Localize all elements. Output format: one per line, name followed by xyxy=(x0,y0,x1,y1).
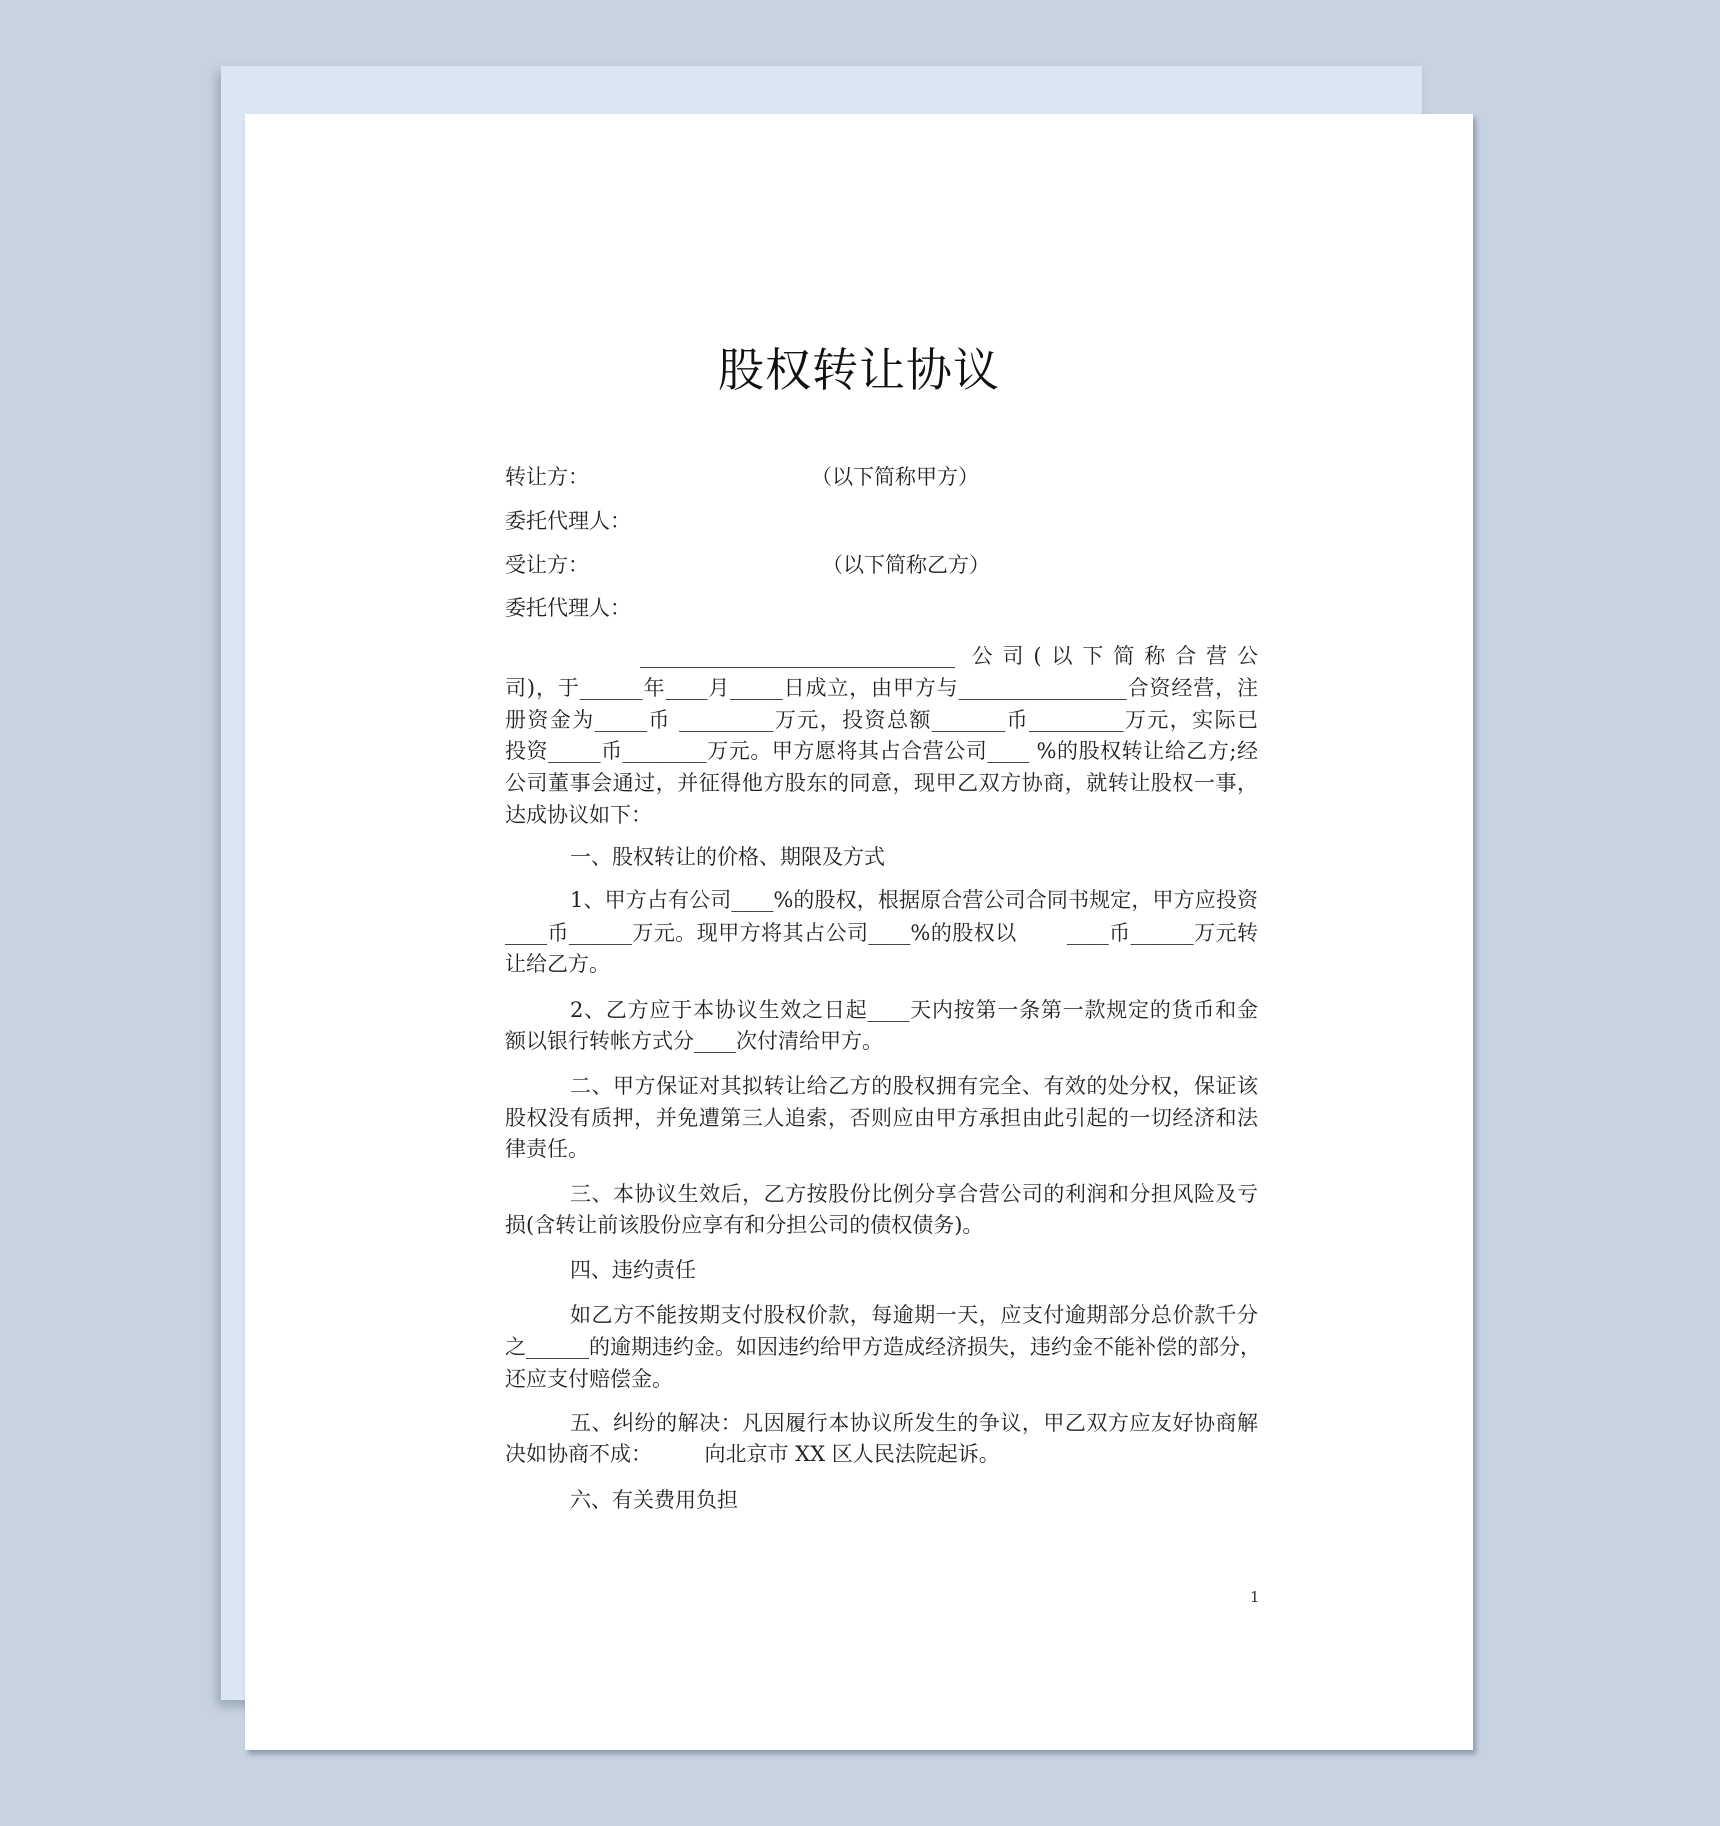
section-5-line: 五、纠纷的解决：凡因履行本协议所发生的争议，甲乙双方应友好协商解 xyxy=(570,1411,1258,1435)
section-4-line: 如乙方不能按期支付股权价款，每逾期一天，应支付逾期部分总价款千分 xyxy=(570,1303,1258,1327)
preamble-line: ______________________________ 公司(以下简称合营公 xyxy=(640,644,1258,668)
section-4-line: 之______的逾期违约金。如因违约给甲方造成经济损失，违约金不能补偿的部分， xyxy=(505,1335,1261,1359)
section-2-line: 股权没有质押，并免遭第三人追索，否则应由甲方承担由此引起的一切经济和法 xyxy=(505,1106,1258,1130)
transferor-agent-line xyxy=(505,505,1258,537)
section-3-line: 损(含转让前该股份应享有和分担公司的债权债务)。 xyxy=(505,1213,984,1237)
section-2-line: 律责任。 xyxy=(505,1137,589,1161)
transferee-agent-line xyxy=(505,592,1258,624)
section-6-heading: 六、有关费用负担 xyxy=(570,1488,738,1512)
document-title: 股权转让协议 xyxy=(718,343,1000,397)
clause-1-line: 让给乙方。 xyxy=(505,952,610,976)
section-4-heading: 四、违约责任 xyxy=(570,1258,696,1282)
section-4-line: 还应支付赔偿金。 xyxy=(505,1367,673,1391)
clause-1-line: ____币______万元。现甲方将其占公司____%的股权以 ____币______万元转 xyxy=(505,921,1258,945)
transferor-label: 转让方： xyxy=(505,465,589,489)
transferee-agent-label: 委托代理人： xyxy=(505,596,631,620)
preamble-line: 公司董事会通过，并征得他方股东的同意，现甲乙双方协商，就转让股权一事， xyxy=(505,771,1258,795)
clause-1-line: 1、甲方占有公司____%的股权，根据原合营公司合同书规定，甲方应投资 xyxy=(570,888,1258,912)
transferee-line xyxy=(505,549,1258,581)
transferee-label: 受让方： xyxy=(505,553,589,577)
clause-2-line: 2、乙方应于本协议生效之日起____天内按第一条第一款规定的货币和金 xyxy=(570,998,1258,1022)
preamble-line: 达成协议如下： xyxy=(505,803,652,827)
section-3-line: 三、本协议生效后，乙方按股份比例分享合营公司的利润和分担风险及亏 xyxy=(570,1182,1258,1206)
preamble-line: 册资金为_____币 _________万元，投资总额_______币_________万元，实际已 xyxy=(505,708,1258,732)
section-1-heading: 一、股权转让的价格、期限及方式 xyxy=(570,845,885,869)
preamble-line: 司)，于______年____月_____日成立，由甲方与________________合资经营，注 xyxy=(505,676,1258,700)
transferor-alias: （以下简称甲方） xyxy=(811,465,979,489)
transferor-line xyxy=(505,461,1258,493)
page-number: 1 xyxy=(1250,1588,1260,1606)
transferee-alias: （以下简称乙方） xyxy=(822,553,990,577)
section-2-line: 二、甲方保证对其拟转让给乙方的股权拥有完全、有效的处分权，保证该 xyxy=(570,1074,1258,1098)
preamble-line: 投资_____币________万元。甲方愿将其占合营公司____ %的股权转让给乙方;经 xyxy=(505,739,1258,763)
transferor-agent-label: 委托代理人： xyxy=(505,509,631,533)
clause-2-line: 额以银行转帐方式分____次付清给甲方。 xyxy=(505,1029,883,1053)
section-5-line: 决如协商不成： 向北京市 XX 区人民法院起诉。 xyxy=(505,1442,1000,1466)
